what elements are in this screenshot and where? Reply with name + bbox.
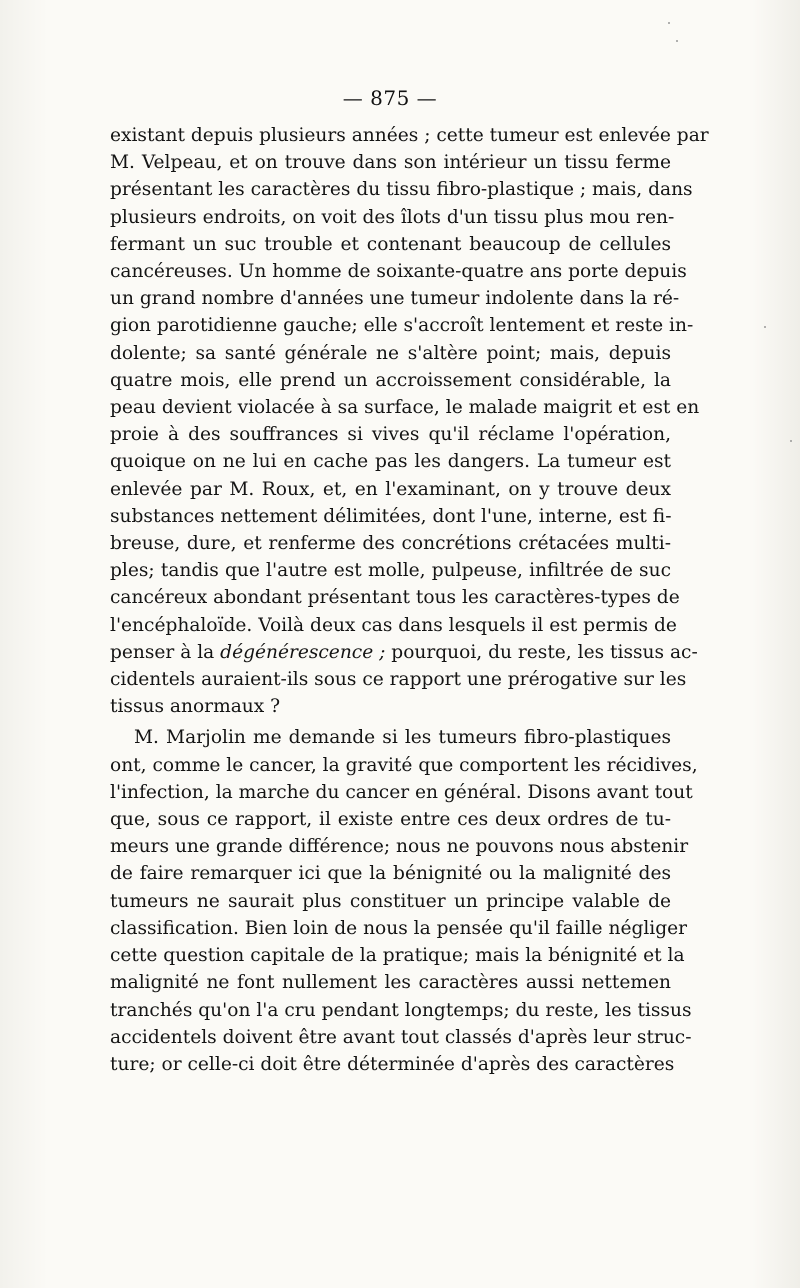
paragraph-1: [110, 122, 709, 720]
text-line: ples; tandis que l'autre est molle, pulpeuse, infiltrée de suc: [110, 560, 671, 582]
text-line: présentant les caractères du tissu fibro-plastique ; mais, dans: [110, 179, 693, 201]
text-line: malignité ne font nullement les caractères aussi nettemen: [110, 972, 671, 994]
text-line: M. Velpeau, et on trouve dans son intérieur un tissu ferme: [110, 152, 671, 174]
text-line: cancéreuses. Un homme de soixante-quatre ans porte depuis: [110, 261, 687, 283]
text-line: ture; or celle-ci doit être déterminée d'après des caractères: [110, 1053, 675, 1075]
italic-term: dégénérescence ;: [220, 641, 386, 663]
text-line: cancéreux abondant présentant tous les caractères-types de: [110, 587, 680, 609]
text-line: cidentels auraient-ils sous ce rapport une prérogative sur les: [110, 669, 687, 691]
text-line: ont, comme le cancer, la gravité que comportent les récidives,: [110, 754, 698, 776]
text-line: M. Marjolin me demande si les tumeurs fibro-plastiques: [134, 727, 671, 749]
text-segment: pourquoi, du reste, les tissus ac-: [385, 641, 698, 663]
text-line: tranchés qu'on l'a cru pendant longtemps; du reste, les tissus: [110, 999, 692, 1021]
text-line: l'infection, la marche du cancer en général. Disons avant tout: [110, 781, 693, 803]
text-line: cette question capitale de la pratique; mais la bénignité et la: [110, 945, 685, 967]
text-line: tumeurs ne saurait plus constituer un principe valable de: [110, 890, 671, 912]
text-line: un grand nombre d'années une tumeur indolente dans la ré-: [110, 288, 680, 310]
text-line: enlevée par M. Roux, et, en l'examinant, on y trouve deux: [110, 478, 671, 500]
text-line-emphasis: [110, 639, 698, 666]
text-line: breuse, dure, et renferme des concrétions crétacées multi-: [110, 533, 671, 555]
text-line: gion parotidienne gauche; elle s'accroît lentement et reste in-: [110, 315, 694, 337]
text-line: meurs une grande différence; nous ne pouvons nous abstenir: [110, 836, 689, 858]
text-line: dolente; sa santé générale ne s'altère point; mais, depuis: [110, 342, 671, 364]
text-line: substances nettement délimitées, dont l'une, interne, est fi-: [110, 505, 672, 527]
text-line: fermant un suc trouble et contenant beaucoup de cellules: [110, 233, 671, 255]
text-segment: penser à la: [110, 641, 221, 663]
text-line: de faire remarquer ici que la bénignité ou la malignité des: [110, 863, 671, 885]
text-line: que, sous ce rapport, il existe entre ces deux ordres de tu-: [110, 809, 671, 831]
text-line: l'encéphaloïde. Voilà deux cas dans lesquels il est permis de: [110, 614, 677, 636]
text-line: tissus anormaux ?: [110, 696, 281, 718]
text-line: accidentels doivent être avant tout classés d'après leur struc-: [110, 1026, 692, 1048]
text-line: classification. Bien loin de nous la pensée qu'il faille négliger: [110, 917, 688, 939]
text-line: peau devient violacée à sa surface, le malade maigrit et est en: [110, 397, 700, 419]
paragraph-2: [110, 724, 698, 1078]
scan-speck: [790, 440, 792, 442]
page-number: — 875 —: [342, 86, 438, 110]
scan-speck: [676, 40, 678, 42]
body-text: [110, 122, 709, 1078]
text-line: quoique on ne lui en cache pas les dangers. La tumeur est: [110, 451, 671, 473]
text-line: existant depuis plusieurs années ; cette tumeur est enlevée par: [110, 125, 709, 146]
scan-speck: [764, 326, 766, 328]
text-line: plusieurs endroits, on voit des îlots d'un tissu plus mou ren-: [110, 206, 675, 228]
scan-speck: [668, 22, 670, 24]
text-line: quatre mois, elle prend un accroissement considérable, la: [110, 369, 671, 391]
text-line: proie à des souffrances si vives qu'il réclame l'opération,: [110, 424, 671, 446]
